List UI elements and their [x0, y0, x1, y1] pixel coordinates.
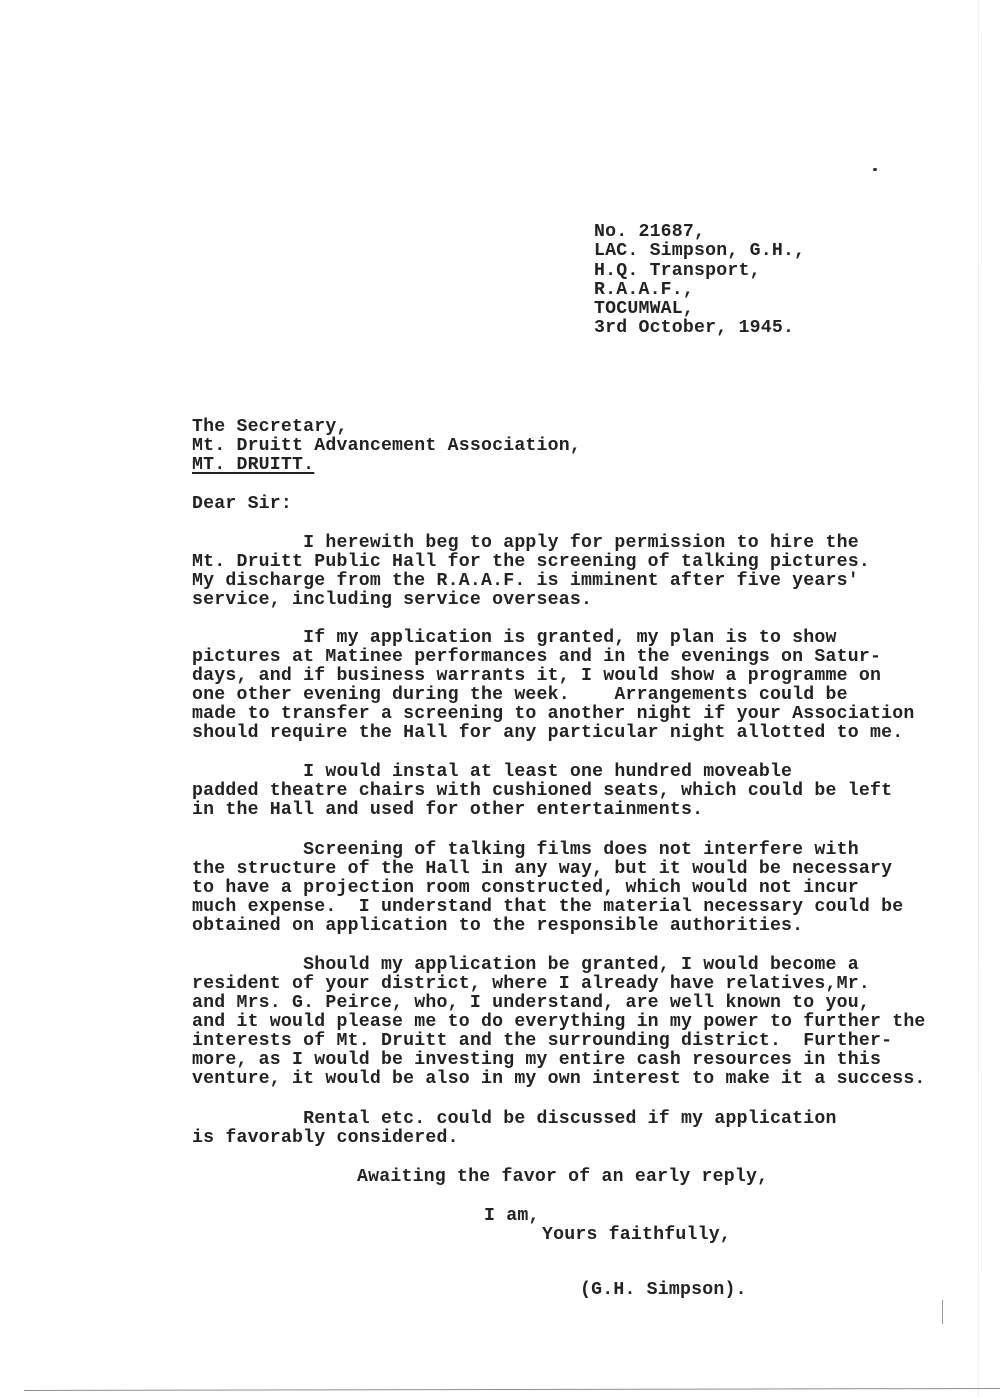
body-line: I would instal at least one hundred moveable [192, 762, 793, 782]
body-line: padded theatre chairs with cushioned seats, which could be left [192, 781, 893, 801]
sender-line: No. 21687, [594, 222, 706, 242]
body-line: service, including service overseas. [192, 590, 593, 610]
body-line: pictures at Matinee performances and in the evenings on Satur- [192, 647, 882, 667]
sender-line: LAC. Simpson, G.H., [594, 241, 806, 261]
body-line: one other evening during the week. Arrangements could be [192, 685, 848, 705]
body-line: If my application is granted, my plan is to show [192, 628, 837, 648]
body-line: should require the Hall for any particular night allotted to me. [192, 723, 904, 743]
sender-line: H.Q. Transport, [594, 261, 761, 281]
body-line: to have a projection room constructed, which would not incur [192, 878, 859, 898]
body-line: days, and if business warrants it, I would show a programme on [192, 666, 882, 686]
body-line: Screening of talking films does not interfere with [192, 840, 859, 860]
body-line: much expense. I understand that the material necessary could be [192, 897, 904, 917]
body-line: and it would please me to do everything in my power to further the [192, 1012, 926, 1032]
body-line: the structure of the Hall in any way, but it would be necessary [192, 859, 893, 879]
letter-date: 3rd October, 1945. [594, 318, 795, 338]
sender-line: TOCUMWAL, [594, 299, 695, 319]
closing-awaiting: Awaiting the favor of an early reply, [357, 1167, 769, 1187]
closing-yours-faithfully: Yours faithfully, [542, 1225, 731, 1245]
recipient-line: Mt. Druitt Advancement Association, [192, 436, 581, 456]
body-line: resident of your district, where I already have relatives,Mr. [192, 974, 870, 994]
sender-line: R.A.A.F., [594, 280, 695, 300]
page-edge-right [978, 0, 979, 1397]
body-line: venture, it would be also in my own interest to make it a success. [192, 1069, 926, 1089]
stray-mark [873, 168, 877, 171]
stray-mark [942, 1300, 943, 1324]
body-line: Mt. Druitt Public Hall for the screening of talking pictures. [192, 552, 870, 572]
salutation: Dear Sir: [192, 494, 293, 514]
recipient-town: MT. DRUITT. [192, 455, 315, 475]
body-line: obtained on application to the responsible authorities. [192, 916, 804, 936]
page-edge-bottom [24, 1388, 1000, 1391]
body-line: in the Hall and used for other entertainments. [192, 800, 704, 820]
signature: (G.H. Simpson). [580, 1280, 747, 1300]
body-line: Should my application be granted, I would become a [192, 955, 859, 975]
body-line: I herewith beg to apply for permission to hire the [192, 533, 859, 553]
closing-i-am: I am, [484, 1206, 540, 1226]
body-line: interests of Mt. Druitt and the surrounding district. Further- [192, 1031, 893, 1051]
body-line: and Mrs. G. Peirce, who, I understand, are well known to you, [192, 993, 870, 1013]
body-line: made to transfer a screening to another night if your Association [192, 704, 915, 724]
body-line: more, as I would be investing my entire cash resources in this [192, 1050, 882, 1070]
body-line: My discharge from the R.A.A.F. is imminent after five years' [192, 571, 859, 591]
body-line: Rental etc. could be discussed if my application [192, 1109, 837, 1129]
recipient-line: The Secretary, [192, 417, 348, 437]
body-line: is favorably considered. [192, 1128, 459, 1148]
